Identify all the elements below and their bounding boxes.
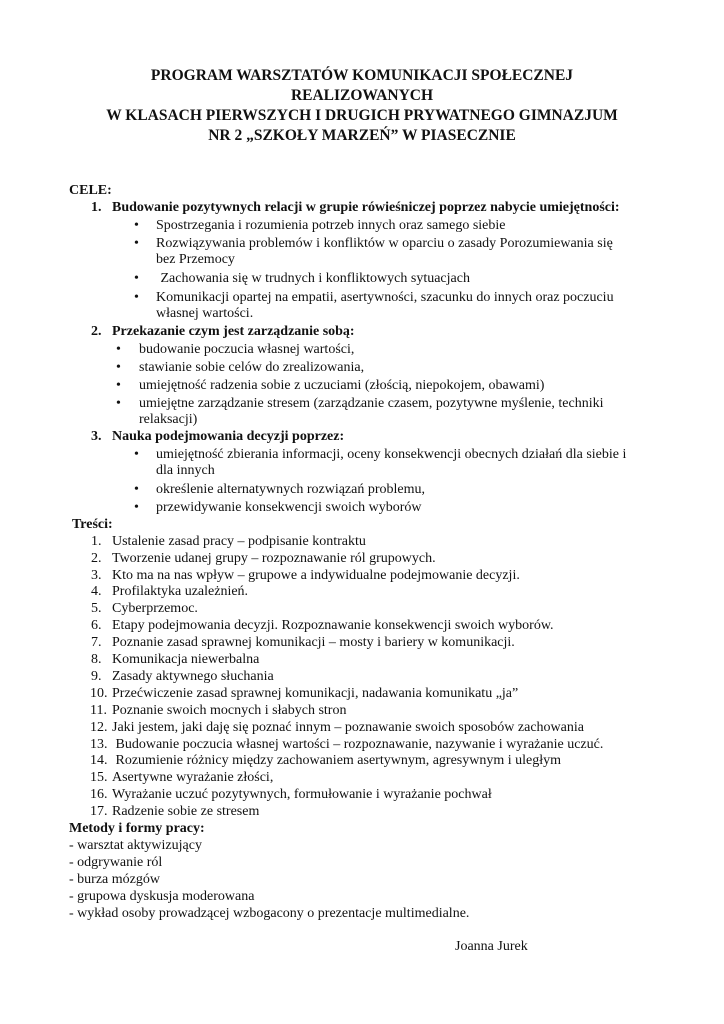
metody-item: - warsztat aktywizujący	[69, 838, 202, 853]
goal-1-bullet-2-cont: bez Przemocy	[156, 252, 235, 267]
goal-2-text: Przekazanie czym jest zarządzanie sobą:	[112, 324, 355, 339]
tresci-item-text: Tworzenie udanej grupy – rozpoznawanie ról grupowych.	[112, 551, 436, 566]
bullet-icon: •	[134, 290, 139, 305]
author-name: Joanna Jurek	[455, 939, 528, 954]
goal-2-bullet-4: umiejętne zarządzanie stresem (zarządzanie czasem, pozytywne myślenie, techniki	[139, 396, 604, 411]
document-title	[60, 66, 664, 146]
goal-3-text: Nauka podejmowania decyzji poprzez:	[112, 429, 345, 444]
tresci-item-text: Wyrażanie uczuć pozytywnych, formułowanie i wyrażanie pochwał	[112, 787, 492, 802]
tresci-item-text: Etapy podejmowania decyzji. Rozpoznawanie konsekwencji swoich wyborów.	[112, 618, 554, 633]
bullet-icon: •	[116, 378, 121, 393]
goal-2-number: 2.	[91, 324, 102, 339]
tresci-item-text: Rozumienie różnicy między zachowaniem asertywnym, agresywnym i uległym	[112, 753, 562, 768]
tresci-item-text: Komunikacja niewerbalna	[112, 652, 260, 667]
goal-3-bullet-1-cont: dla innych	[156, 463, 215, 478]
metody-item: - wykład osoby prowadzącej wzbogacony o prezentacje multimedialne.	[69, 906, 470, 921]
goal-2-bullet-3: umiejętność radzenia sobie z uczuciami (złością, niepokojem, obawami)	[139, 378, 545, 393]
bullet-icon: •	[134, 447, 139, 462]
title-line-4: NR 2 „SZKOŁY MARZEŃ” W PIASECZNIE	[208, 127, 516, 144]
bullet-icon: •	[134, 218, 139, 233]
bullet-icon: •	[134, 500, 139, 515]
title-line-3: W KLASACH PIERWSZYCH I DRUGICH PRYWATNEGO GIMNAZJUM	[106, 107, 618, 124]
tresci-item-number: 4.	[91, 584, 102, 599]
tresci-item-text: Profilaktyka uzależnień.	[112, 584, 249, 599]
tresci-item-number: 2.	[91, 551, 102, 566]
tresci-item-number: 1.	[91, 534, 102, 549]
tresci-item-number: 6.	[91, 618, 102, 633]
title-line-1: PROGRAM WARSZTATÓW KOMUNIKACJI SPOŁECZNEJ	[150, 67, 574, 84]
tresci-item-text: Budowanie poczucia własnej wartości – rozpoznawanie, nazywanie i wyrażanie uczuć.	[112, 737, 604, 752]
tresci-item-number: 9.	[91, 669, 102, 684]
bullet-icon: •	[116, 396, 121, 411]
tresci-item-number: 14.	[90, 753, 108, 768]
tresci-item-number: 8.	[91, 652, 102, 667]
bullet-icon: •	[116, 360, 121, 375]
tresci-item-text: Jaki jestem, jaki daję się poznać innym – poznawanie swoich sposobów zachowania	[112, 720, 584, 735]
bullet-icon: •	[134, 236, 139, 251]
metody-item: - burza mózgów	[69, 872, 160, 887]
tresci-item-text: Poznanie zasad sprawnej komunikacji – mosty i bariery w komunikacji.	[112, 635, 515, 650]
tresci-item-number: 10.	[90, 686, 108, 701]
tresci-item-text: Ustalenie zasad pracy – podpisanie kontraktu	[112, 534, 366, 549]
goal-2-bullet-1: budowanie poczucia własnej wartości,	[139, 342, 355, 357]
goal-3-bullet-1: umiejętność zbierania informacji, oceny konsekwencji obecnych działań dla siebie i	[156, 447, 627, 462]
goal-2-bullet-4-cont: relaksacji)	[139, 412, 198, 427]
metody-heading: Metody i formy pracy:	[69, 821, 205, 836]
cele-heading: CELE:	[69, 183, 112, 198]
bullet-icon: •	[134, 271, 139, 286]
goal-1-bullet-4-cont: własnej wartości.	[156, 306, 254, 321]
bullet-icon: •	[134, 482, 139, 497]
tresci-heading: Treści:	[72, 517, 113, 532]
tresci-item-number: 5.	[91, 601, 102, 616]
title-line-2: REALIZOWANYCH	[290, 87, 434, 104]
goal-1-text: Budowanie pozytywnych relacji w grupie rówieśniczej poprzez nabycie umiejętności:	[112, 200, 620, 215]
goal-1-bullet-4: Komunikacji opartej na empatii, asertywności, szacunku do innych oraz poczuciu	[156, 290, 614, 305]
tresci-item-number: 13.	[90, 737, 108, 752]
tresci-item-text: Radzenie sobie ze stresem	[112, 804, 260, 819]
tresci-item-number: 3.	[91, 568, 102, 583]
goal-1-number: 1.	[91, 200, 102, 215]
goal-3-bullet-2: określenie alternatywnych rozwiązań problemu,	[156, 482, 426, 497]
tresci-item-number: 12.	[90, 720, 108, 735]
tresci-item-text: Przećwiczenie zasad sprawnej komunikacji, nadawania komunikatu „ja”	[112, 686, 519, 701]
metody-item: - odgrywanie ról	[69, 855, 163, 870]
tresci-item-number: 16.	[90, 787, 108, 802]
tresci-item-text: Cyberprzemoc.	[112, 601, 198, 616]
tresci-item-number: 15.	[90, 770, 108, 785]
goal-1-bullet-3: Zachowania się w trudnych i konfliktowych sytuacjach	[157, 271, 470, 286]
goal-1-bullet-1: Spostrzegania i rozumienia potrzeb innych oraz samego siebie	[156, 218, 506, 233]
tresci-item-number: 7.	[91, 635, 102, 650]
goal-3-bullet-3: przewidywanie konsekwencji swoich wyborów	[156, 500, 422, 515]
metody-item: - grupowa dyskusja moderowana	[69, 889, 255, 904]
tresci-item-text: Zasady aktywnego słuchania	[112, 669, 274, 684]
tresci-item-number: 17.	[90, 804, 108, 819]
tresci-item-number: 11.	[90, 703, 107, 718]
bullet-icon: •	[116, 342, 121, 357]
tresci-item-text: Kto ma na nas wpływ – grupowe a indywidualne podejmowanie decyzji.	[112, 568, 520, 583]
tresci-item-text: Poznanie swoich mocnych i słabych stron	[112, 703, 347, 718]
goal-2-bullet-2: stawianie sobie celów do zrealizowania,	[139, 360, 365, 375]
goal-3-number: 3.	[91, 429, 102, 444]
goal-1-bullet-2: Rozwiązywania problemów i konfliktów w oparciu o zasady Porozumiewania się	[156, 236, 613, 251]
tresci-item-text: Asertywne wyrażanie złości,	[112, 770, 274, 785]
